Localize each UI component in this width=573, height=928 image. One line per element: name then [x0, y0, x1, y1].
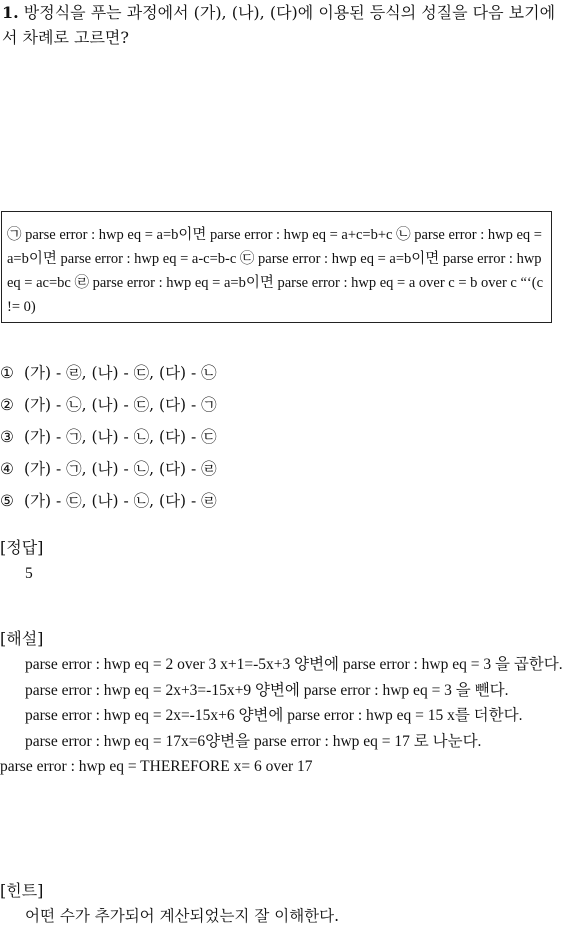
explanation-step: parse error : hwp eq = 2x=-15x+6 양변에 parse error : hwp eq = 15 x를 더한다.: [25, 707, 523, 724]
question: [2, 0, 570, 50]
explanation-conclusion: parse error : hwp eq = THEREFORE x= 6 over 17: [0, 758, 313, 775]
choice-text: (가) - ㉣, (나) - ㉢, (다) - ㉡: [24, 364, 217, 382]
choice-marker: ④: [0, 460, 14, 478]
explanation-label: [해설]: [0, 629, 44, 648]
choice-1[interactable]: [0, 359, 217, 391]
choice-3[interactable]: [0, 423, 217, 455]
question-text: 방정식을 푸는 과정에서 (가), (나), (다)에 이용된 등식의 성질을 다음 보기에서 차례로 고르면?: [2, 3, 556, 47]
hint-text: 어떤 수가 추가되어 계산되었는지 잘 이해한다.: [25, 907, 340, 925]
answer-label: [정답]: [0, 538, 44, 557]
explanation-step: parse error : hwp eq = 2 over 3 x+1=-5x+3 양변에 parse error : hwp eq = 3 을 곱한다.: [25, 656, 563, 673]
question-number: 1.: [2, 3, 19, 22]
options-box-text: ㉠ parse error : hwp eq = a=b이면 parse error : hwp eq = a+c=b+c ㉡ parse error : hwp eq = a=b이면 parse error : hwp eq = a-c=b-c ㉢ parse error : hwp eq = a=b이면 parse error : hwp eq = ac=bc ㉣ parse error : hwp eq = a=b이면 parse error : hwp eq = a over c = b over c “‘(c != 0): [7, 227, 544, 315]
hint-label: [힌트]: [0, 881, 44, 900]
choice-5[interactable]: [0, 487, 217, 519]
choice-4[interactable]: [0, 455, 217, 487]
options-box: [1, 211, 552, 323]
choice-marker: ③: [0, 428, 14, 446]
explanation-step: parse error : hwp eq = 17x=6양변을 parse error : hwp eq = 17 로 나눈다.: [25, 732, 482, 750]
choice-text: (가) - ㉢, (나) - ㉡, (다) - ㉣: [24, 492, 217, 510]
explanation-body: [0, 652, 573, 780]
choice-list: [0, 359, 217, 519]
explanation-step: parse error : hwp eq = 2x+3=-15x+9 양변에 parse error : hwp eq = 3 을 뺀다.: [25, 681, 509, 699]
choice-text: (가) - ㉠, (나) - ㉡, (다) - ㉢: [24, 428, 217, 446]
choice-marker: ①: [0, 364, 14, 382]
choice-marker: ⑤: [0, 492, 14, 510]
choice-2[interactable]: [0, 391, 217, 423]
choice-marker: ②: [0, 396, 14, 414]
choice-text: (가) - ㉡, (나) - ㉢, (다) - ㉠: [24, 396, 217, 414]
answer-value: 5: [25, 565, 33, 582]
choice-text: (가) - ㉠, (나) - ㉡, (다) - ㉣: [24, 460, 217, 478]
